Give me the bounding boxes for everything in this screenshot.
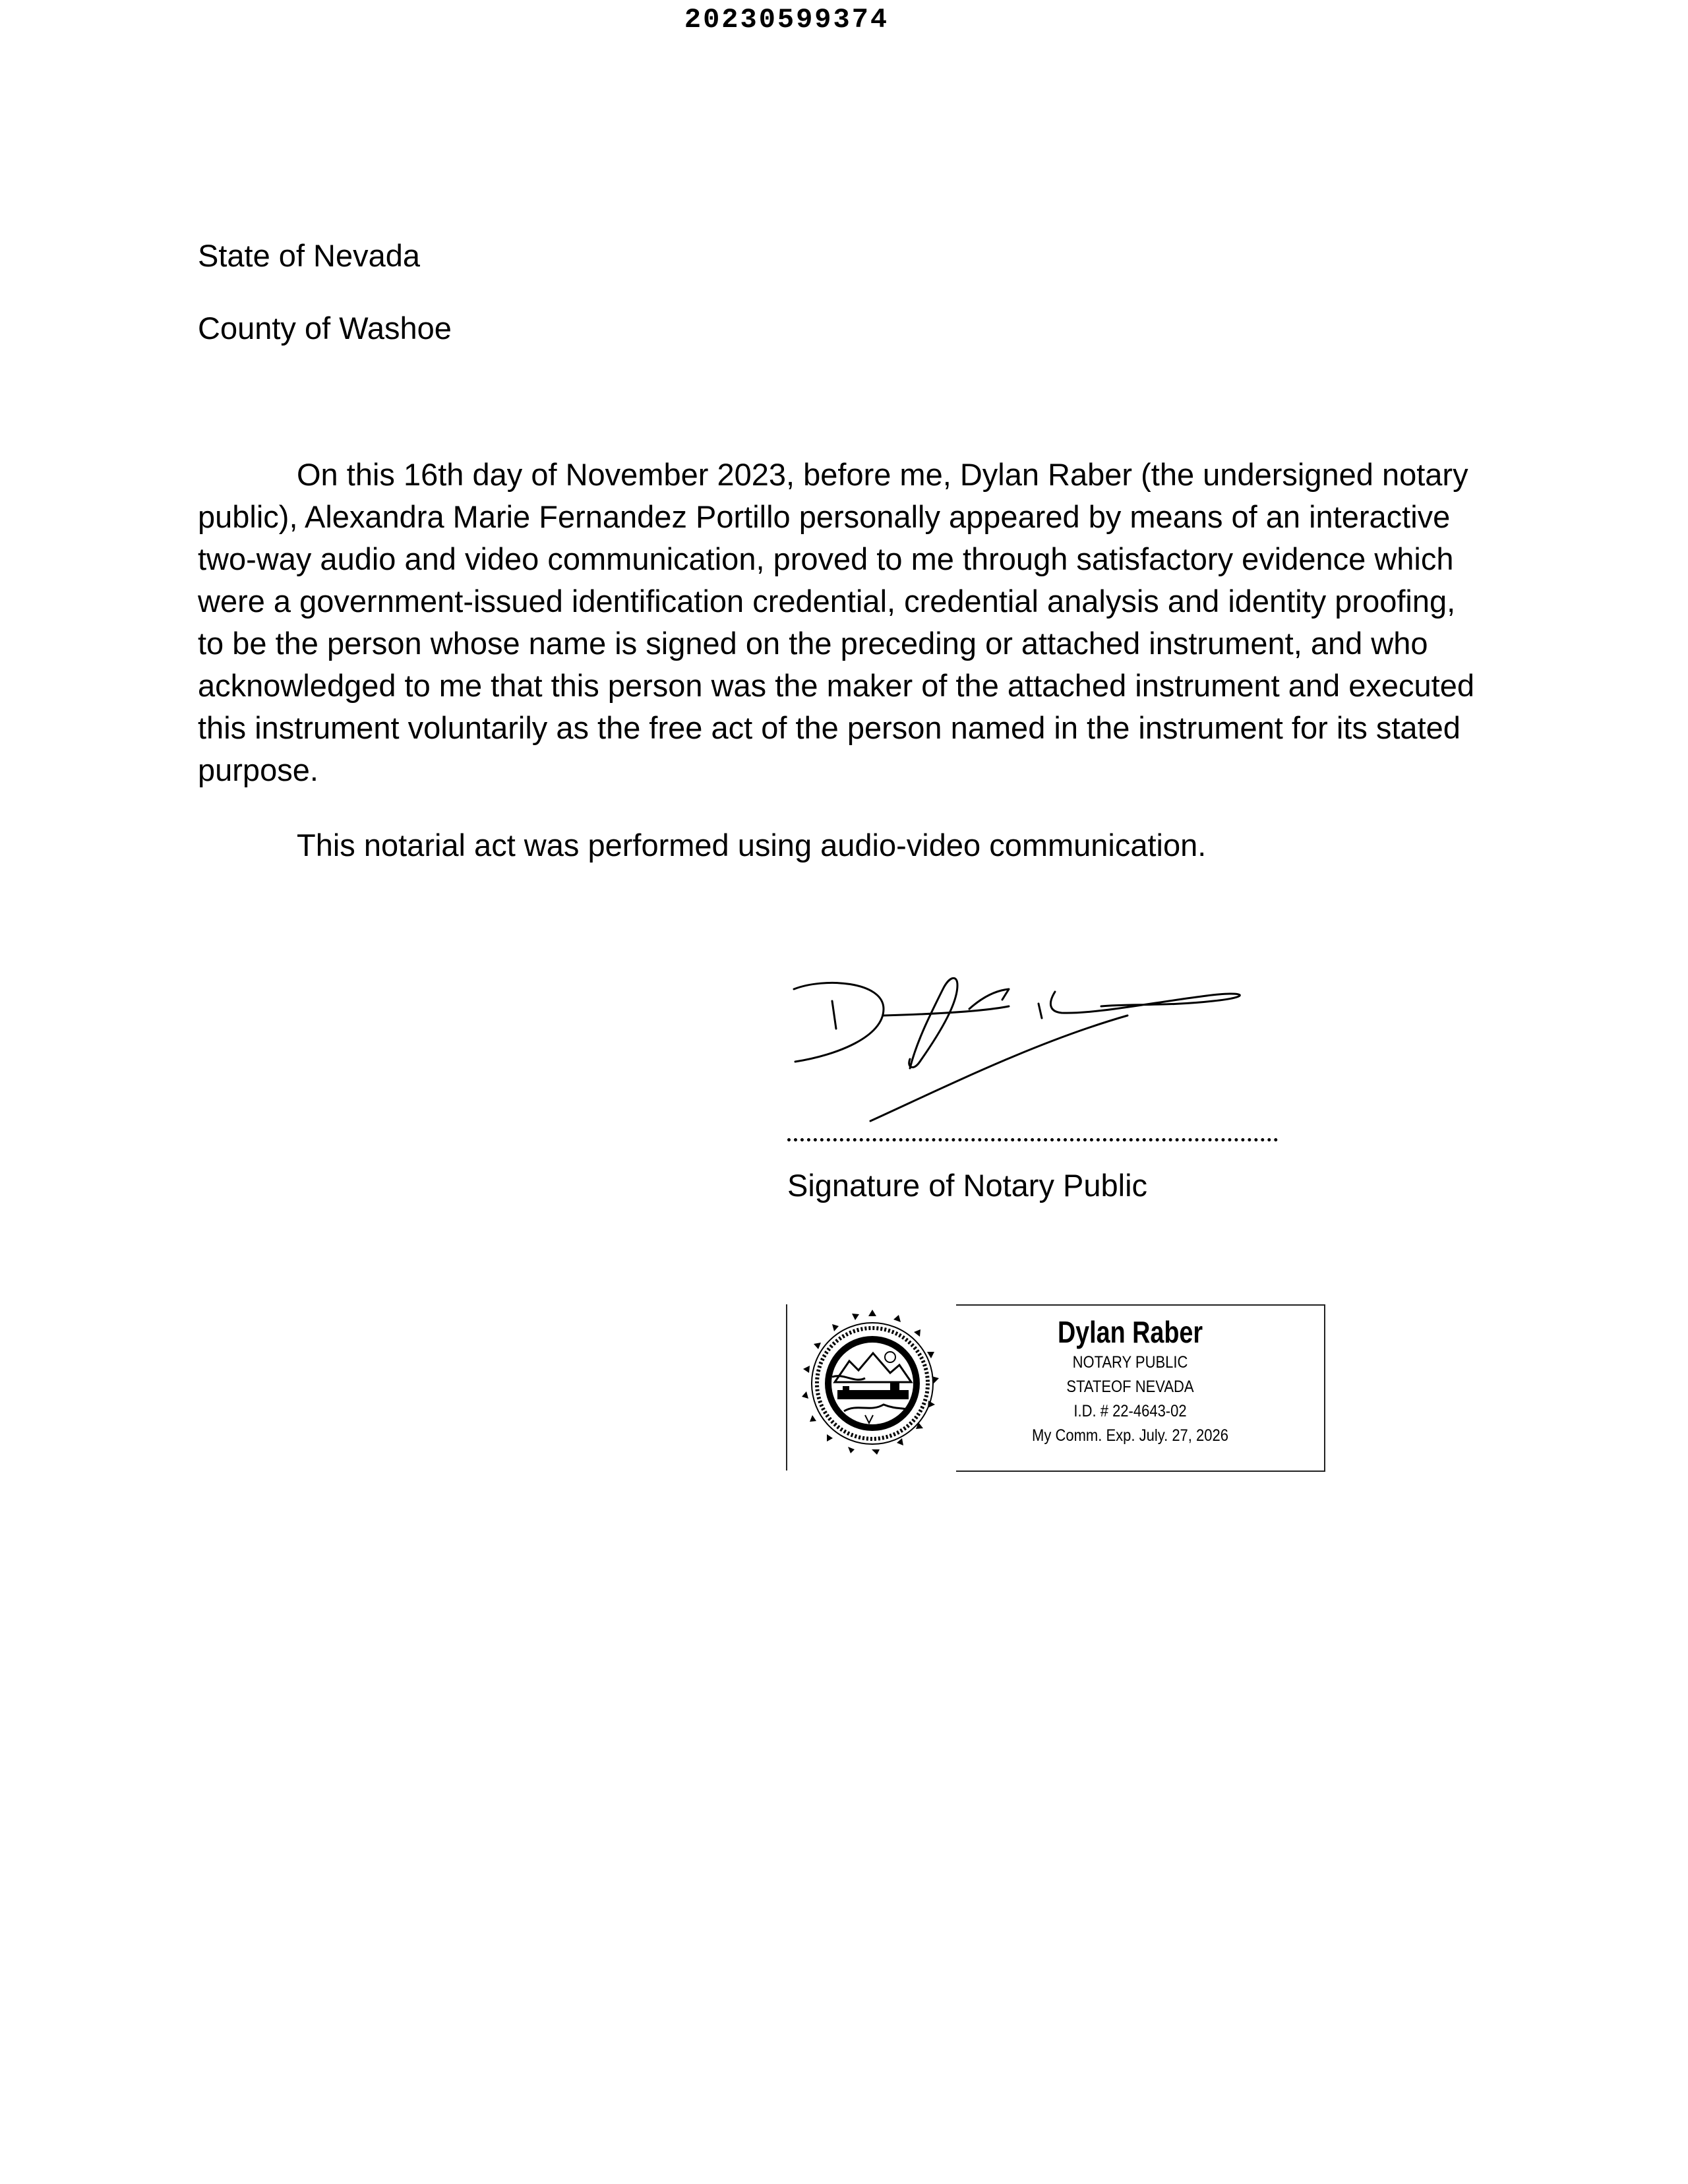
stamp-title: NOTARY PUBLIC — [1072, 1353, 1188, 1372]
acknowledgment-paragraph: On this 16th day of November 2023, before me, Dylan Raber (the undersigned notary public), Alexandra Marie Fernandez Portillo personally appeared by means of an interactive two-way audio and video communication, proved to me through satisfactory evidence which were a government-issued identification credential, credential analysis and identity proofing, to be the person whose name is signed on the preceding or attached instrument, and who acknowledged to me that this person was the maker of the attached instrument and executed this instrument voluntarily as the free act of the person named in the instrument for its stated purpose. — [198, 457, 1474, 787]
nevada-state-seal-image — [791, 1304, 953, 1471]
stamp-notary-name: Dylan Raber — [1057, 1315, 1203, 1349]
stamp-text — [956, 1314, 1304, 1448]
audio-video-statement: This notarial act was performed using audio-video communication. — [297, 828, 1207, 863]
stamp-state: STATEOF NEVADA — [1066, 1378, 1194, 1396]
venue-state: State of Nevada — [198, 238, 421, 273]
stamp-id: I.D. # 22-4643-02 — [1073, 1402, 1187, 1420]
document-number: 20230599374 — [684, 4, 889, 36]
signature-dotted-line — [787, 1138, 1278, 1141]
notary-stamp — [786, 1304, 1327, 1473]
notary-signature-image — [785, 963, 1286, 1134]
stamp-left-rule — [786, 1304, 787, 1471]
stamp-expiration: My Comm. Exp. July. 27, 2026 — [1032, 1426, 1228, 1445]
signature-label: Signature of Notary Public — [787, 1168, 1148, 1203]
venue-county: County of Washoe — [198, 311, 452, 346]
